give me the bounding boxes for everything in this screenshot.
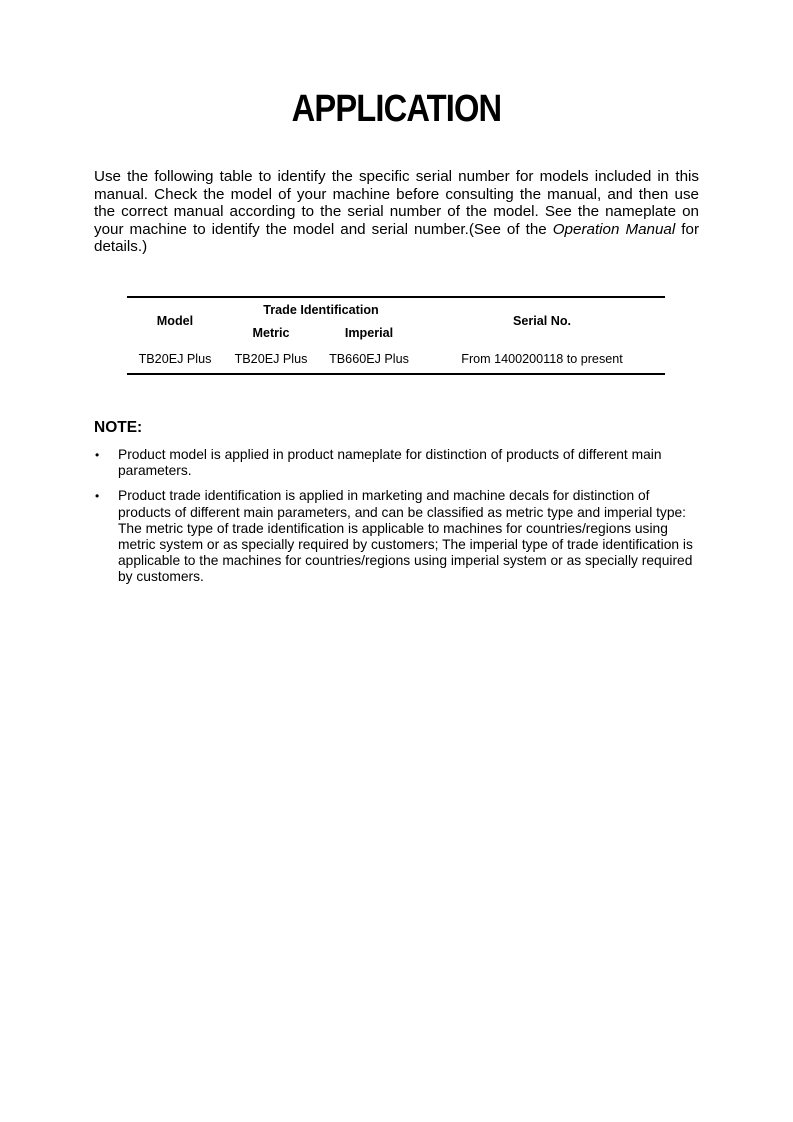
list-item [94,488,694,585]
bullet-icon: • [95,489,100,504]
note-item-text: Product trade identification is applied in marketing and machine decals for distinction of products of different main parameters, and can be classified as metric type and imperial type: The metric type of trade identification is applicable to machines for countries/regions using metric system or as specially required by customers; The imperial type of trade identification is applicable to the machines for countries/regions using imperial system or as specially required by customers. [118,488,693,585]
header-serial-no: Serial No. [512,314,572,328]
bullet-icon: • [95,448,100,462]
note-list [94,447,694,595]
header-model: Model [156,314,194,328]
intro-paragraph [94,168,699,256]
header-trade-identification: Trade Identification [263,303,379,317]
intro-text-end: for details.) [94,220,700,256]
header-imperial: Imperial [344,326,394,340]
page-title: APPLICATION [291,88,502,130]
cell-model: TB20EJ Plus [138,351,212,366]
header-metric: Metric [252,326,290,340]
operation-manual-reference: Operation Manual [552,220,676,238]
table-row [127,344,665,374]
cell-serial-no: From 1400200118 to present [461,351,623,366]
cell-metric: TB20EJ Plus [234,351,308,366]
note-item-text: Product model is applied in product nameplate for distinction of products of different main parameters. [118,447,662,479]
intro-text: Use the following table to identify the specific serial number for models included in this manual. Check the model of your machine before consulting the manual, and then use the correct manual according to the serial number of the model. See the nameplate on your machine to identify the model and serial number.(See of the [94,168,699,238]
table-header-row [127,297,665,322]
serial-number-table [127,296,665,375]
list-item [94,447,694,479]
note-heading: NOTE: [94,419,143,436]
cell-imperial: TB660EJ Plus [329,351,409,366]
